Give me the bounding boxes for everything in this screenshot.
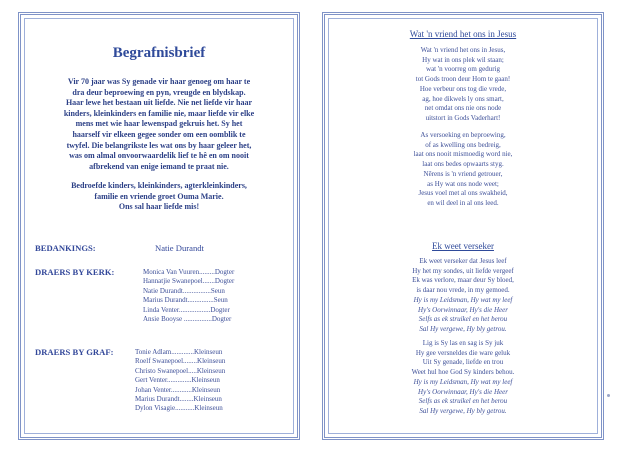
- thanks-label: BEDANKINGS:: [35, 243, 96, 253]
- chorus-line: Selfs as ek struikel en het berou: [418, 397, 508, 406]
- verse-line: Hy gee versneldes die ware geluk: [415, 348, 511, 357]
- verse-line: Wat 'n vriend het ons in Jesus,: [420, 46, 506, 54]
- poem1-title: Wat 'n vriend het ons in Jesus: [409, 29, 517, 39]
- verse-line: laat ons bedes opwaarts styg.: [422, 160, 504, 169]
- grave-bearers-label: DRAERS BY GRAF:: [35, 347, 114, 357]
- intro-line: Vir 70 jaar was Sy genade vir haar genoeg om haar te: [67, 77, 251, 86]
- verse-line: en wil deel in al ons leed.: [427, 198, 499, 207]
- verse-line: is daar nou vrede, in my gemoed.: [416, 286, 510, 295]
- church-bearer-entry: Ansie Booyse ................Dogter: [143, 315, 232, 324]
- chorus-line: Hy is my Leidsman, Hy wat my leef: [413, 296, 513, 304]
- poem2-chorus-1: [333, 296, 593, 335]
- intro-line: was om almal onvoorwaardelik lief te hê en om nooit: [69, 151, 249, 161]
- verse-line: uitstort in Gods Vaderhart!: [425, 113, 501, 122]
- poem2-title: Ek weet verseker: [432, 241, 494, 251]
- verse-line: tot Gods troon deur Hom te gaan!: [415, 75, 511, 84]
- chorus-line: Sal Hy vergewe, Hy bly getrou.: [419, 407, 507, 416]
- verse-line: Nêrens is 'n vriend getrouer,: [423, 169, 503, 178]
- intro-line: Haar lewe het bestaan uit liefde. Nie net liefde vir haar: [65, 98, 253, 108]
- church-bearer-entry: Monica Van Vuuren.........Dogter: [143, 268, 235, 276]
- verse-line: Jesus voel met al ons swakheid,: [418, 189, 508, 198]
- page-title: Begrafnisbrief: [112, 45, 206, 61]
- grave-bearer-entry: Christo Swanepoel.....Kleinseun: [135, 366, 226, 375]
- chorus-line: Selfs as ek struikel en het berou: [418, 315, 508, 324]
- grave-bearer-entry: Roelf Swanepoel........Kleinseun: [135, 357, 226, 366]
- right-page: [322, 12, 604, 440]
- verse-line: Ek was verlore, maar deur Sy bloed,: [412, 276, 514, 285]
- poem2-chorus-2: [333, 378, 593, 417]
- verse-line: Uit Sy genade, liefde en trou: [422, 358, 504, 367]
- verse-line: Weet hul hoe God Sy kinders behou.: [411, 368, 515, 377]
- chorus-line: Hy's Oorwinnaar, Hy's die Heer: [418, 387, 508, 396]
- margin-dot: [607, 394, 610, 397]
- poem2-stanza-2: [333, 339, 593, 378]
- verse-line: Hy het my sondes, uit liefde vergeef: [412, 266, 514, 275]
- grave-bearer-entry: Marius Durandt........Kleinseun: [135, 395, 222, 404]
- intro-line: twyfel. Die belangrikste les wat ons by haar geleer het,: [66, 140, 252, 150]
- grave-bearers-list: [135, 348, 225, 414]
- intro-line: afbrekend van enige iemand te praat nie.: [89, 161, 229, 171]
- left-page: [18, 12, 300, 440]
- closing-paragraph: [31, 181, 287, 213]
- grave-bearer-entry: Tonie Adlam.............Kleinseun: [135, 348, 223, 356]
- closing-line: Bedroefde kinders, kleinkinders, agterkleinkinders,: [71, 181, 247, 190]
- verse-line: ag, hoe dikwels ly ons smart,: [422, 94, 504, 103]
- verse-line: Lig is Sy las en sag is Sy juk: [422, 339, 504, 347]
- church-bearer-entry: Natie Durandt................Seun: [143, 286, 225, 295]
- verse-line: net omdat ons nie ons node: [424, 104, 502, 113]
- intro-line: kinders, kleinkinders en familie nie, maar liefde vir elke: [63, 108, 255, 118]
- church-bearers-list: [143, 268, 234, 324]
- verse-line: wat 'n voorreg om gedurig: [426, 65, 500, 74]
- intro-line: mens met wie haar lewenspad gekruis het. Sy het: [75, 119, 243, 129]
- verse-line: Hy wat in ons plek wil staan;: [422, 55, 504, 64]
- left-page-inner-border: [24, 18, 294, 434]
- church-bearer-entry: Linda Venter..................Dogter: [143, 305, 230, 314]
- intro-line: haarself vir elkeen gegee sonder om een oomblik te: [72, 129, 246, 139]
- chorus-line: Sal Hy vergewe, Hy bly getrou.: [419, 325, 507, 334]
- poem1-stanza-1: [333, 46, 593, 124]
- verse-line: of as kwelling ons bedreig,: [425, 140, 501, 149]
- verse-line: laat ons nooit mismoedig word nie,: [413, 150, 513, 159]
- grave-bearer-entry: Johan Venter............Kleinseun: [135, 385, 221, 394]
- grave-bearer-entry: Gert Venter..............Kleinseun: [135, 376, 220, 385]
- thanks-name: Natie Durandt: [155, 243, 204, 253]
- church-bearer-entry: Marius Durandt...............Seun: [143, 296, 228, 305]
- verse-line: Hoe verbeur ons tog die vrede,: [419, 84, 507, 93]
- poem2-stanza-1: [333, 257, 593, 296]
- closing-line: familie en vriende groet Ouma Marie.: [94, 191, 224, 201]
- church-bearer-entry: Hannatjie Swanepoel.......Dogter: [143, 277, 235, 286]
- right-page-inner-border: [328, 18, 598, 434]
- verse-line: Ek weet verseker dat Jesus leef: [419, 257, 507, 265]
- chorus-line: Hy's Oorwinnaar, Hy's die Heer: [418, 305, 508, 314]
- grave-bearer-entry: Dylon Visagie...........Kleinseun: [135, 404, 223, 413]
- verse-line: As versoeking en beproewing,: [420, 131, 506, 139]
- intro-line: dra deur beproewing en pyn, vreugde en blydskap.: [72, 87, 246, 97]
- poem1-stanza-2: [333, 131, 593, 209]
- chorus-line: Hy is my Leidsman, Hy wat my leef: [413, 378, 513, 386]
- verse-line: as Hy wat ons node weet;: [427, 179, 499, 188]
- intro-paragraph: [31, 77, 287, 172]
- closing-line: Ons sal haar liefde mis!: [118, 202, 200, 212]
- church-bearers-label: DRAERS BY KERK:: [35, 267, 115, 277]
